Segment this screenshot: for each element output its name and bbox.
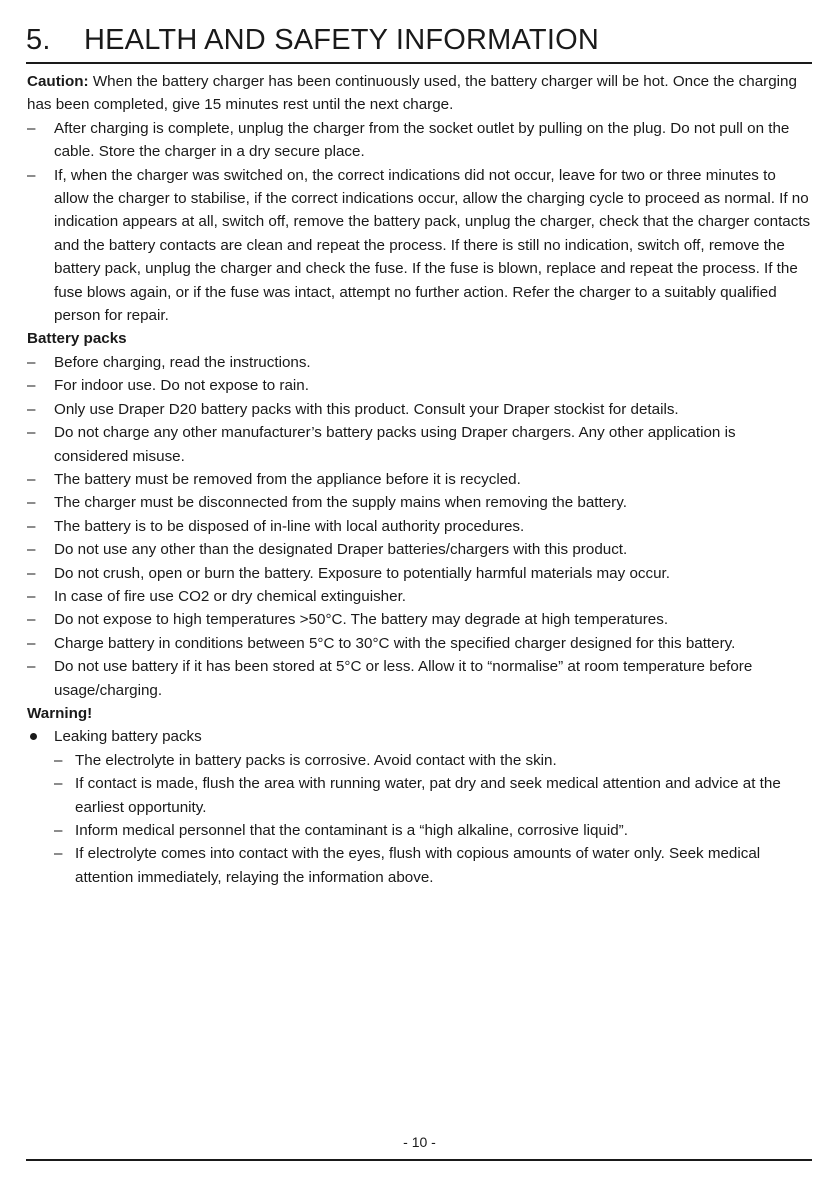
- list-item: – If electrolyte comes into contact with the eyes, flush with copious amounts of water only. Seek medical attention immediately, relaying the information above.: [27, 842, 813, 889]
- list-item: – Do not crush, open or burn the battery. Exposure to potentially harmful materials may occur.: [27, 562, 813, 585]
- list-item: – Do not use any other than the designated Draper batteries/chargers with this product.: [27, 538, 813, 561]
- warning-list: [27, 749, 813, 889]
- dash-marker: –: [27, 377, 36, 395]
- section-heading: [26, 24, 812, 57]
- dash-marker: –: [27, 517, 36, 535]
- dash-marker: –: [54, 751, 63, 769]
- dash-marker: –: [54, 775, 63, 793]
- caution-paragraph: [27, 70, 813, 117]
- dash-marker: –: [27, 353, 36, 371]
- dash-marker: –: [27, 119, 36, 137]
- caution-label: Caution:: [27, 73, 89, 90]
- heading-rule: [26, 62, 812, 64]
- list-item: – Do not expose to high temperatures >50°C. The battery may degrade at high temperatures.: [27, 608, 813, 631]
- dash-marker: –: [27, 166, 36, 184]
- list-item: – If contact is made, flush the area with running water, pat dry and seek medical attention and advice at the earliest opportunity.: [27, 772, 813, 819]
- list-item: – In case of fire use CO2 or dry chemical extinguisher.: [27, 585, 813, 608]
- warning-bullet: Leaking battery packs: [27, 725, 813, 748]
- dash-marker: –: [27, 658, 36, 676]
- dash-marker: –: [27, 494, 36, 512]
- battery-packs-heading: Battery packs: [27, 330, 127, 348]
- footer-rule: [26, 1159, 812, 1161]
- dash-marker: –: [27, 611, 36, 629]
- dash-marker: –: [54, 822, 63, 839]
- section-title: HEALTH AND SAFETY INFORMATION: [84, 24, 599, 56]
- dash-marker: –: [27, 541, 36, 559]
- dash-marker: –: [27, 400, 36, 418]
- list-item: – The battery is to be disposed of in-line with local authority procedures.: [27, 515, 813, 538]
- list-item: – The electrolyte in battery packs is corrosive. Avoid contact with the skin.: [27, 749, 813, 772]
- bullet-dot-icon: [30, 733, 37, 740]
- list-item: – For indoor use. Do not expose to rain.: [27, 374, 813, 397]
- list-item: – Do not use battery if it has been stored at 5°C or less. Allow it to “normalise” at room temperature before usage/charging.: [27, 655, 813, 702]
- dash-marker: –: [54, 845, 63, 863]
- battery-packs-list: [27, 351, 813, 702]
- list-item: – The battery must be removed from the appliance before it is recycled.: [27, 468, 813, 491]
- section-number: 5.: [26, 24, 51, 56]
- page-content: [27, 70, 813, 889]
- caution-text: When the battery charger has been continuously used, the battery charger will be hot. Once the charging has been completed, give 15 minutes rest until the next charge.: [27, 73, 797, 114]
- list-item: – If, when the charger was switched on, the correct indications did not occur, leave for two or three minutes to allow the charger to stabilise, if the correct indications occur, allow the charging cycle to proceed as normal. If no indication appears at all, switch off, remove the battery pack, unplug the charger, check that the charger contacts and the battery contacts are clean and repeat the process. If there is still no indication, switch off, remove the battery pack, unplug the charger and check the fuse. If the fuse is blown, replace and repeat the process. If the fuse blows again, or if the fuse was intact, attempt no further action. Refer the charger to a suitably qualified person for repair.: [27, 164, 813, 328]
- page-number: - 10 -: [403, 1134, 436, 1150]
- dash-marker: –: [27, 470, 36, 488]
- list-item: – Do not charge any other manufacturer’s battery packs using Draper chargers. Any other application is considered misuse.: [27, 421, 813, 468]
- list-item: – Inform medical personnel that the contaminant is a “high alkaline, corrosive liquid”.: [27, 819, 813, 842]
- list-item: – After charging is complete, unplug the charger from the socket outlet by pulling on the plug. Do not pull on the cable. Store the charger in a dry secure place.: [27, 117, 813, 164]
- caution-list: [27, 117, 813, 328]
- dash-marker: –: [27, 424, 36, 442]
- list-item: – Before charging, read the instructions.: [27, 351, 813, 374]
- list-item: – Only use Draper D20 battery packs with this product. Consult your Draper stockist for details.: [27, 398, 813, 421]
- list-item: – Charge battery in conditions between 5°C to 30°C with the specified charger designed for this battery.: [27, 632, 813, 655]
- list-item: – The charger must be disconnected from the supply mains when removing the battery.: [27, 491, 813, 514]
- dash-marker: –: [27, 564, 36, 582]
- dash-marker: –: [27, 587, 36, 605]
- dash-marker: –: [27, 634, 36, 652]
- warning-heading: Warning!: [27, 704, 93, 722]
